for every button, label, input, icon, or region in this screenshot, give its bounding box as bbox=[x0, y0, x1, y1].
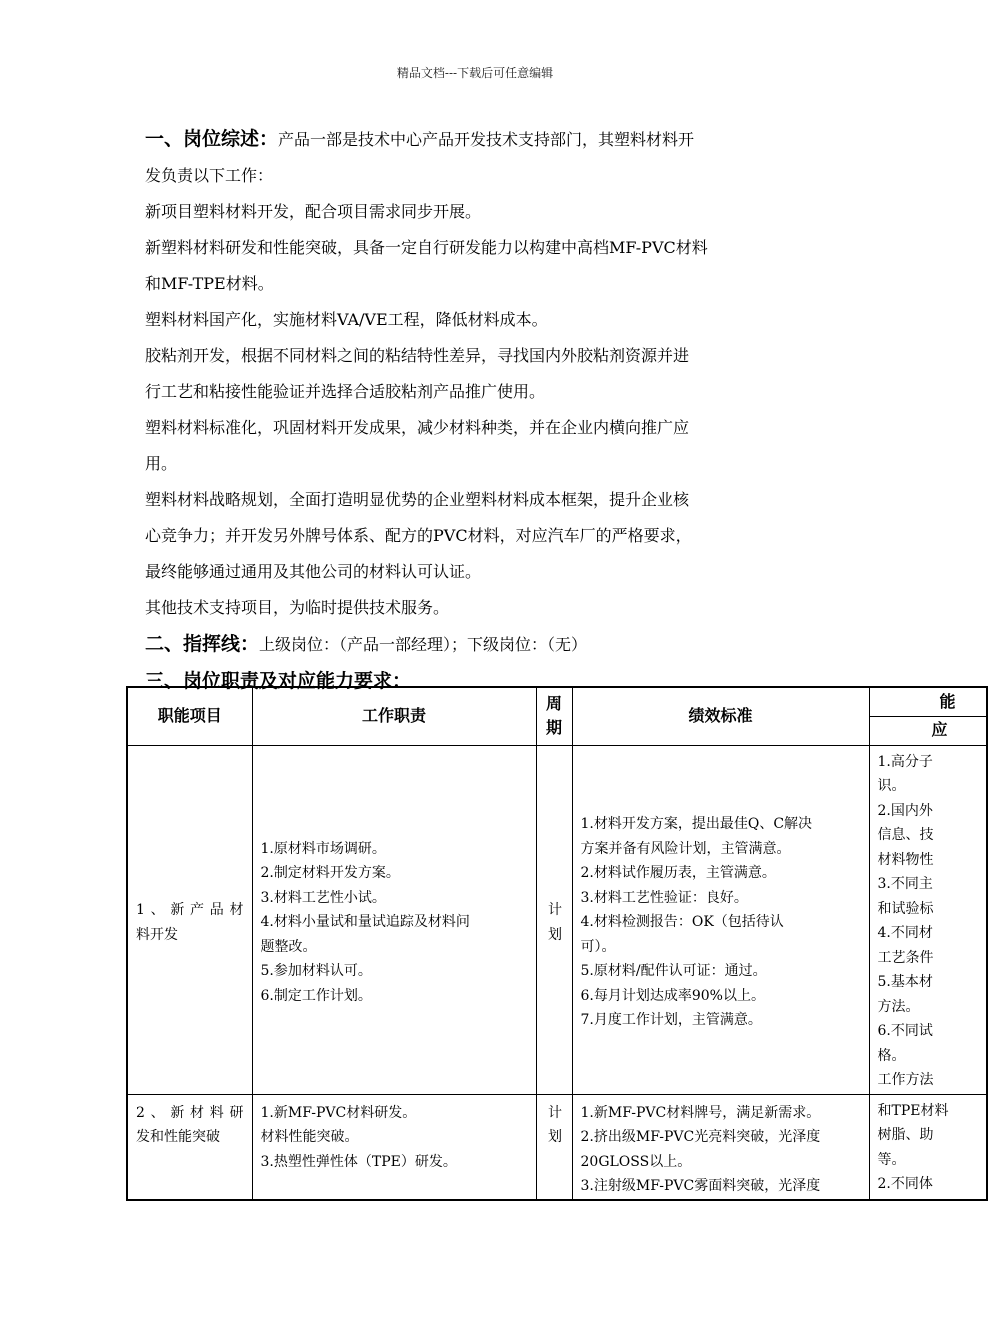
ability-line: 1.高分子 bbox=[877, 753, 933, 770]
duty-line: 1.原材料市场调研。 bbox=[260, 840, 386, 857]
duty-line: 材料性能突破。 bbox=[260, 1129, 359, 1145]
ability-line: 2.国内外 bbox=[877, 802, 933, 819]
duty-line: 2.制定材料开发方案。 bbox=[260, 865, 400, 882]
ability-line: 工艺条件 bbox=[877, 949, 934, 966]
section3-heading: 三、岗位职责及对应能力要求： bbox=[145, 670, 412, 692]
section2-heading: 二、指挥线： bbox=[145, 633, 260, 655]
duty-line: 4.材料小量试和量试追踪及材料问 bbox=[260, 914, 470, 931]
duties-table bbox=[126, 686, 988, 1201]
row1-standards bbox=[572, 745, 869, 1094]
standard-line: 20GLOSS以上。 bbox=[580, 1153, 692, 1170]
duty-line: 题整改。 bbox=[260, 938, 317, 955]
ability-line: 和TPE材料 bbox=[877, 1102, 949, 1119]
standard-line: 5.原材料/配件认可证：通过。 bbox=[580, 963, 767, 980]
section2-text: 上级岗位：（产品一部经理）；下级岗位：（无） bbox=[259, 635, 588, 654]
row1-period: 计 划 bbox=[536, 745, 572, 1094]
section1-intro-cont: 发负责以下工作： bbox=[145, 166, 274, 185]
section1-item-2-line-1: 新塑料材料研发和性能突破，具备一定自行研发能力以构建中高档MF-PVC材料 bbox=[145, 238, 708, 257]
ability-line: 5.基本材 bbox=[877, 974, 933, 990]
row2-ability bbox=[869, 1094, 987, 1200]
section1-item-4-line-1: 胶粘剂开发，根据不同材料之间的粘结特性差异，寻找国内外胶粘剂资源并进 bbox=[145, 346, 690, 365]
standard-line: 1.材料开发方案，提出最佳Q、C解决 bbox=[580, 816, 813, 833]
ability-line: 3.不同主 bbox=[877, 876, 933, 892]
row2-duties bbox=[252, 1094, 536, 1200]
document-body bbox=[145, 121, 815, 700]
section1-item-2-line-2: 和MF-TPE材料。 bbox=[145, 274, 274, 293]
standard-line: 3.注射级MF-PVC雾面料突破，光泽度 bbox=[580, 1178, 821, 1194]
duty-line: 1.新MF-PVC材料研发。 bbox=[260, 1104, 417, 1121]
ability-line: 和试验标 bbox=[877, 900, 934, 917]
ability-line: 6.不同试 bbox=[877, 1023, 933, 1039]
section1-item-7-line-1: 其他技术支持项目，为临时提供技术服务。 bbox=[145, 598, 450, 617]
duty-line: 3.热塑性弹性体（TPE）研发。 bbox=[260, 1153, 457, 1170]
duty-line: 5.参加材料认可。 bbox=[260, 963, 372, 980]
header-ability-sub: 应 bbox=[869, 716, 987, 745]
section1-item-6-line-3: 最终能够通过通用及其他公司的材料认可认证。 bbox=[145, 562, 482, 581]
table-row bbox=[127, 1094, 987, 1200]
standard-line: 7.月度工作计划，主管满意。 bbox=[580, 1012, 762, 1029]
header-standards: 绩效标准 bbox=[572, 687, 869, 745]
header-function-item: 职能项目 bbox=[127, 687, 252, 745]
duties-table-wrap bbox=[126, 686, 956, 1196]
row2-standards bbox=[572, 1094, 869, 1200]
ability-line: 工作方法 bbox=[877, 1072, 934, 1088]
standard-line: 2.材料试作履历表，主管满意。 bbox=[580, 865, 776, 882]
section2-line bbox=[145, 626, 815, 663]
ability-line: 识。 bbox=[877, 778, 906, 794]
section1-item-6-line-1: 塑料材料战略规划，全面打造明显优势的企业塑料材料成本框架，提升企业核 bbox=[145, 490, 690, 509]
standard-line: 3.材料工艺性验证：良好。 bbox=[580, 889, 748, 906]
section1-item-list bbox=[145, 194, 815, 626]
ability-line: 4.不同材 bbox=[877, 925, 933, 941]
header-duties: 工作职责 bbox=[252, 687, 536, 745]
table-row bbox=[127, 745, 987, 1094]
ability-line: 信息、技 bbox=[877, 827, 934, 843]
row1-item: 1、新产品材 料开发 bbox=[127, 745, 252, 1094]
ability-line: 格。 bbox=[877, 1047, 906, 1064]
header-period bbox=[536, 687, 572, 745]
duty-line: 3.材料工艺性小试。 bbox=[260, 889, 386, 906]
ability-line: 2.不同体 bbox=[877, 1176, 933, 1192]
header-period-l2: 期 bbox=[545, 718, 562, 738]
header-period-l1: 周 bbox=[545, 694, 562, 714]
row2-item: 2、新材料研 发和性能突破 bbox=[127, 1094, 252, 1200]
section1-item-3-line-1: 塑料材料国产化，实施材料VA/VE工程，降低材料成本。 bbox=[145, 310, 548, 329]
section1-item-4-line-2: 行工艺和粘接性能验证并选择合适胶粘剂产品推广使用。 bbox=[145, 382, 546, 401]
ability-line: 树脂、助 bbox=[877, 1127, 934, 1143]
standard-line: 4.材料检测报告：OK（包括待认 bbox=[580, 914, 784, 931]
standard-line: 1.新MF-PVC材料牌号，满足新需求。 bbox=[580, 1104, 821, 1121]
section1-intro: 产品一部是技术中心产品开发技术支持部门，其塑料材料开 bbox=[278, 130, 695, 149]
page-header: 精品文档---下载后可任意编辑 bbox=[396, 66, 554, 80]
section1-heading: 一、岗位综述： bbox=[145, 128, 279, 150]
header-ability: 能 bbox=[869, 687, 987, 716]
row1-duties bbox=[252, 745, 536, 1094]
section1-item-1-line-1: 新项目塑料材料开发，配合项目需求同步开展。 bbox=[145, 202, 482, 221]
standard-line: 可）。 bbox=[580, 938, 616, 955]
section1-item-6-line-2: 心竞争力；并开发另外牌号体系、配方的PVC材料，对应汽车厂的严格要求， bbox=[145, 526, 692, 545]
row1-ability bbox=[869, 745, 987, 1094]
section1-line1 bbox=[145, 121, 815, 158]
ability-line: 方法。 bbox=[877, 998, 920, 1015]
standard-line: 方案并备有风险计划，主管满意。 bbox=[580, 840, 791, 857]
duty-line: 6.制定工作计划。 bbox=[260, 987, 372, 1004]
standard-line: 2.挤出级MF-PVC光亮料突破，光泽度 bbox=[580, 1129, 821, 1145]
section1-item-5-line-2: 用。 bbox=[145, 454, 178, 473]
row2-period: 计 划 bbox=[536, 1094, 572, 1200]
ability-line: 材料物性 bbox=[877, 851, 934, 868]
standard-line: 6.每月计划达成率90%以上。 bbox=[580, 987, 765, 1004]
ability-line: 等。 bbox=[877, 1151, 906, 1168]
section1-item-5-line-1: 塑料材料标准化，巩固材料开发成果，减少材料种类，并在企业内横向推广应 bbox=[145, 418, 690, 437]
